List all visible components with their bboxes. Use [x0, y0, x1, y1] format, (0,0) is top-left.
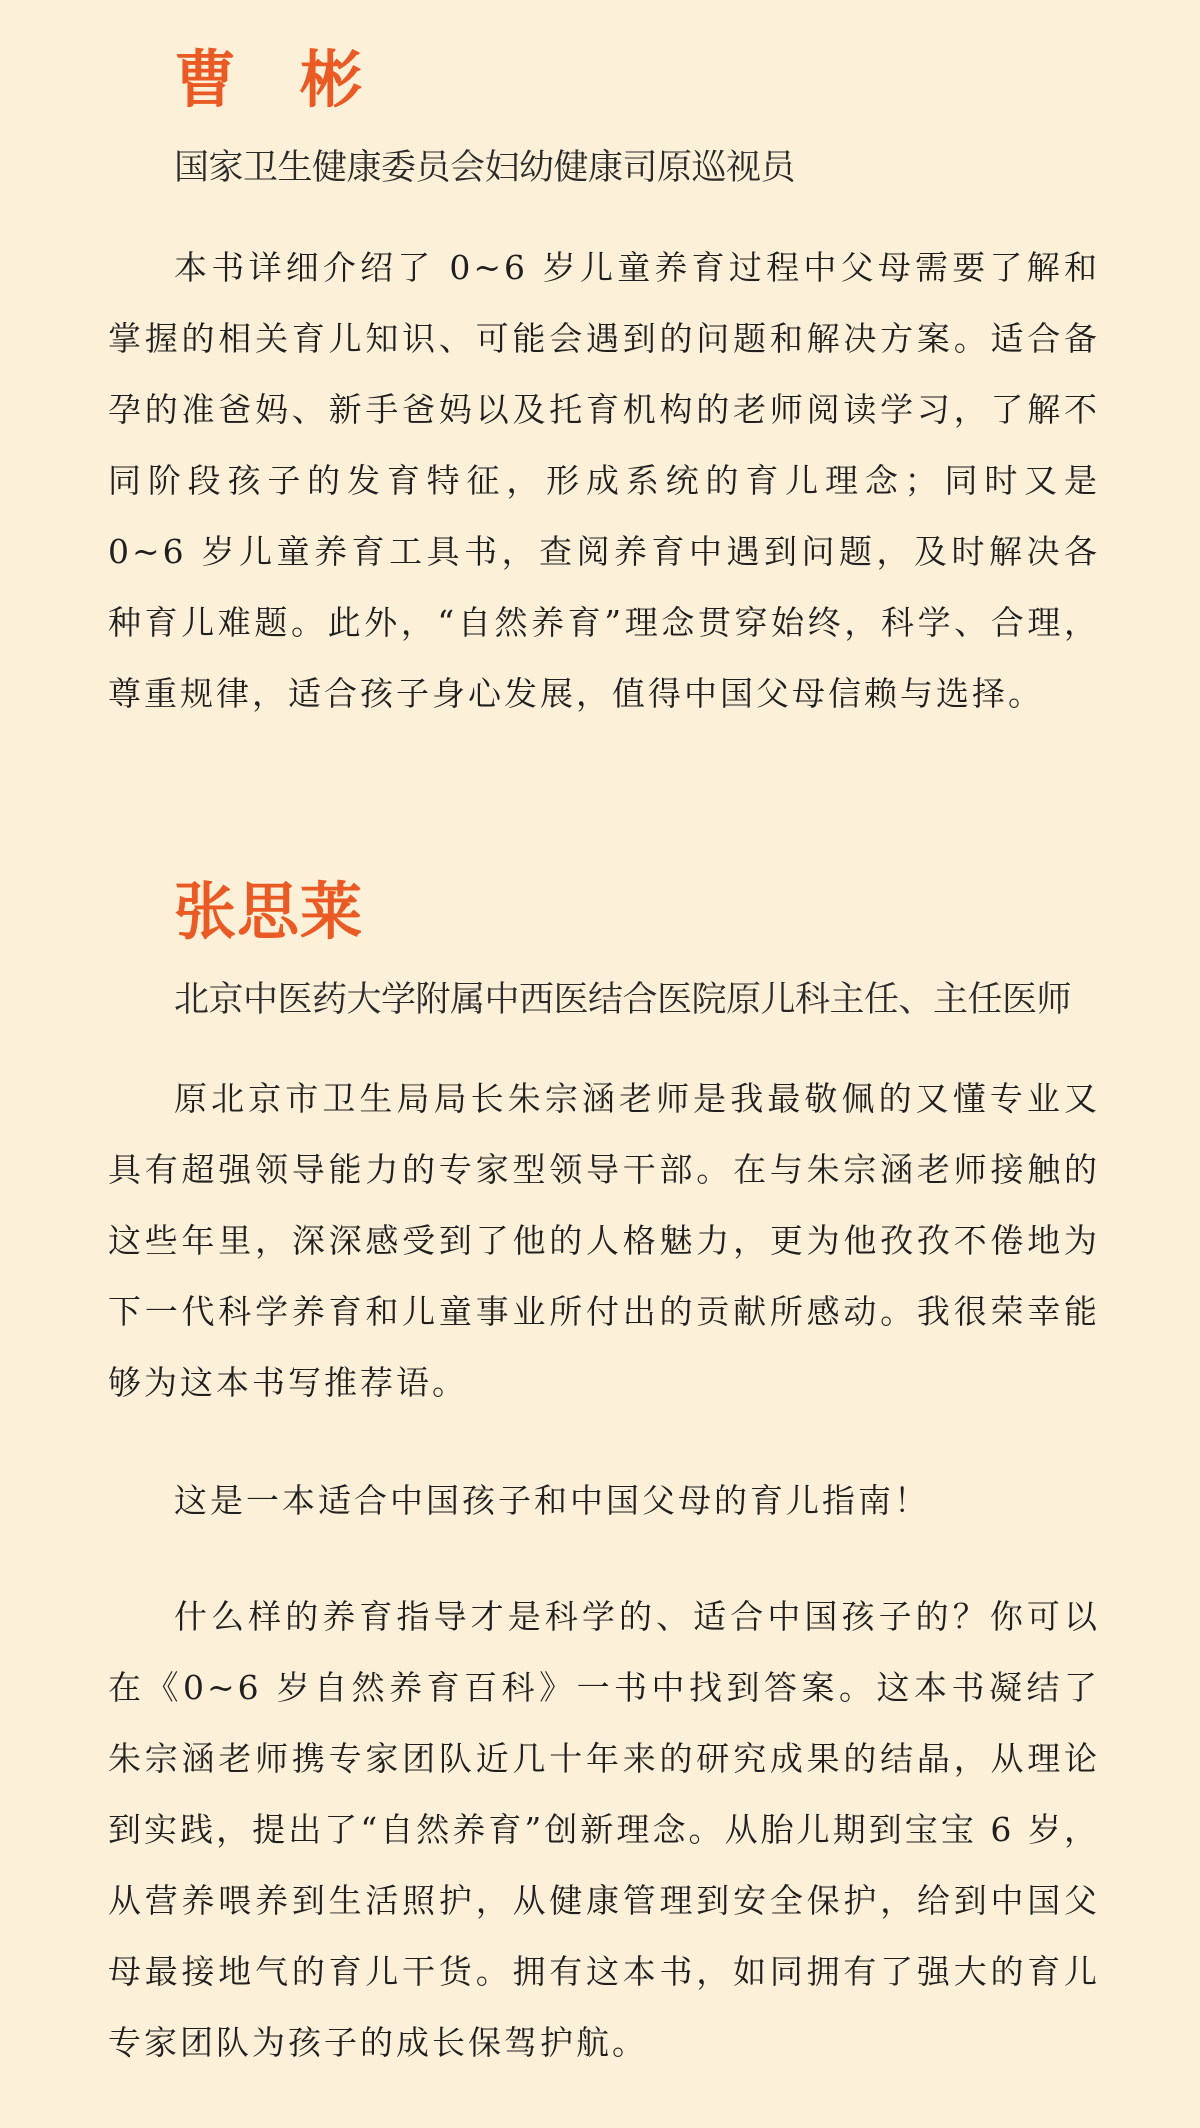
endorsement-paragraph: 这是一本适合中国孩子和中国父母的育儿指南！	[174, 1481, 930, 1520]
endorsement-paragraph: 什么样的养育指导才是科学的、适合中国孩子的？你可以在《0~6 岁自然养育百科》一书中找到答案。这本书凝结了朱宗涵老师携专家团队近几十年来的研究成果的结晶，从理论到实践，提出了“自然养育”创新理念。从胎儿期到宝宝 6 岁，从营养喂养到生活照护，从健康管理到安全保护，给到中国父母最接地气的育儿干货。拥有这本书，如同拥有了强大的育儿专家团队为孩子的成长保驾护航。	[108, 1597, 1100, 2062]
endorser-title: 国家卫生健康委员会妇幼健康司原巡视员	[174, 148, 796, 188]
endorser-name: 曹 彬	[174, 43, 364, 116]
endorsement-paragraph: 本书详细介绍了 0~6 岁儿童养育过程中父母需要了解和掌握的相关育儿知识、可能会遇到的问题和解决方案。适合备孕的准爸妈、新手爸妈以及托育机构的老师阅读学习，了解不同阶段孩子的发育特征，形成系统的育儿理念；同时又是 0~6 岁儿童养育工具书，查阅养育中遇到问题，及时解决各种育儿难题。此外，“自然养育”理念贯穿始终，科学、合理，尊重规律，适合孩子身心发展，值得中国父母信赖与选择。	[108, 248, 1100, 713]
endorser-title: 北京中医药大学附属中西医结合医院原儿科主任、主任医师	[174, 980, 1072, 1020]
endorsement-paragraph: 原北京市卫生局局长朱宗涵老师是我最敬佩的又懂专业又具有超强领导能力的专家型领导干部。在与朱宗涵老师接触的这些年里，深深感受到了他的人格魅力，更为他孜孜不倦地为下一代科学养育和儿童事业所付出的贡献所感动。我很荣幸能够为这本书写推荐语。	[108, 1079, 1100, 1402]
endorser-name: 张思莱	[174, 875, 364, 948]
